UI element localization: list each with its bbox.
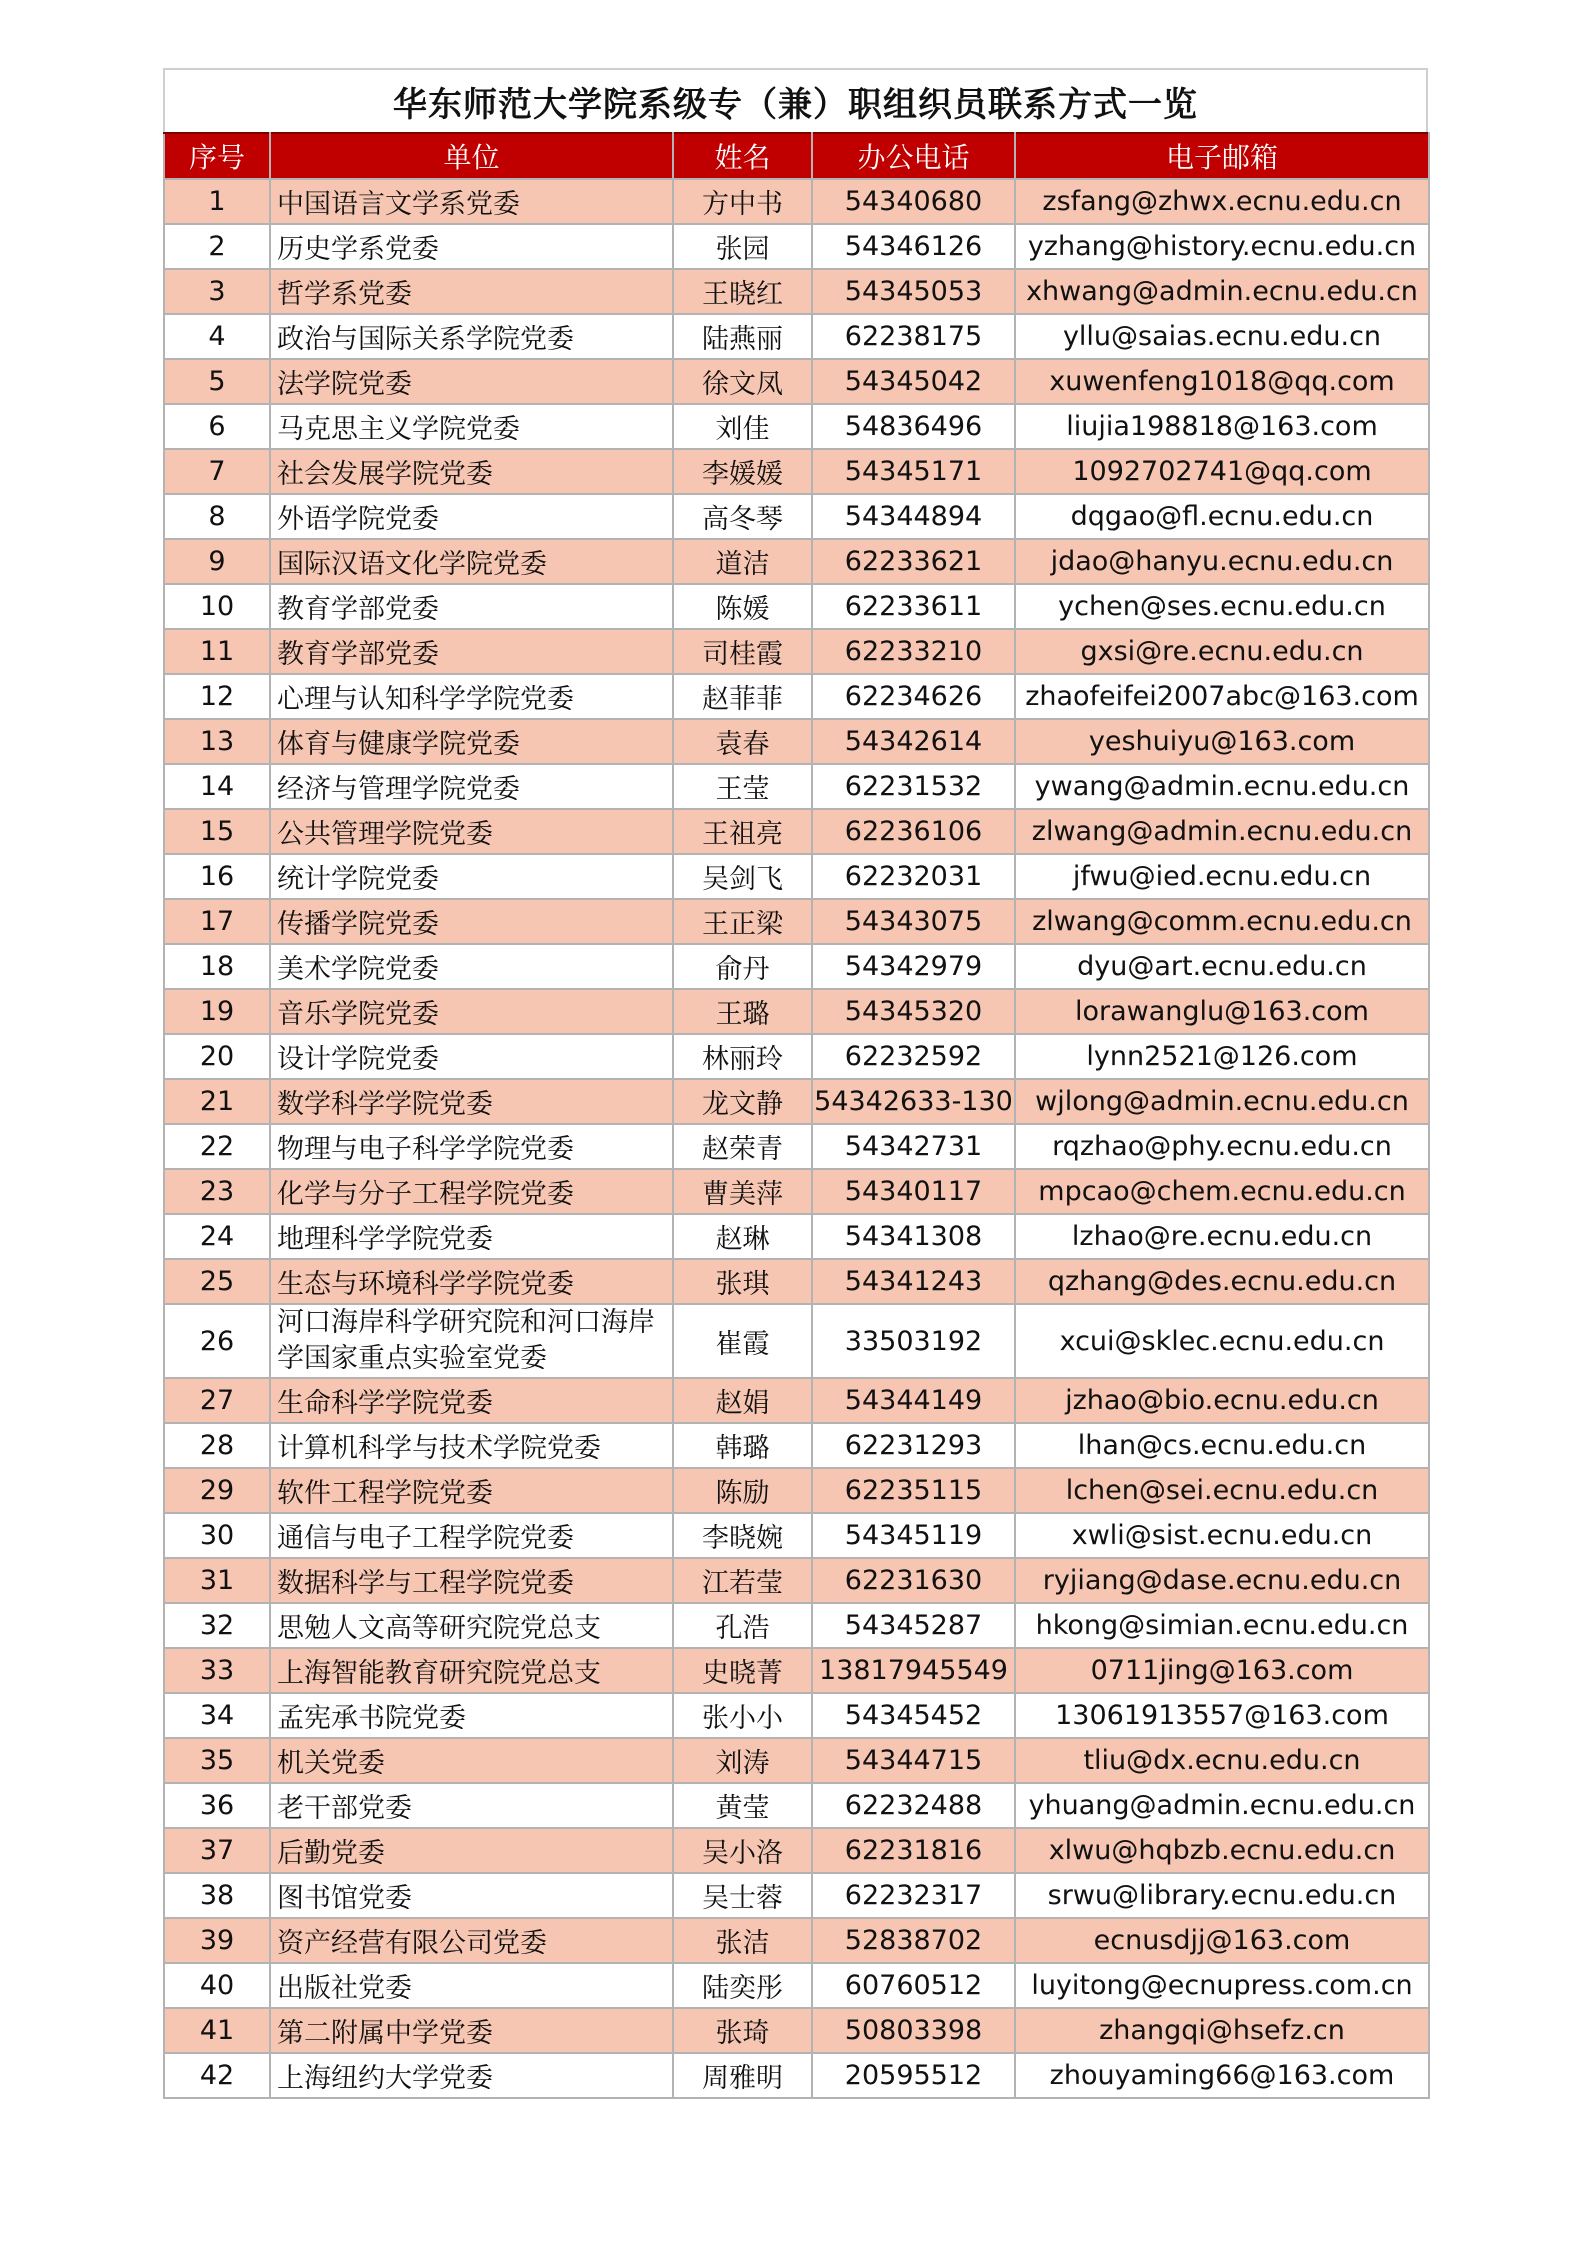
cell-name: 王正梁 [673, 899, 812, 944]
cell-email: jzhao@bio.ecnu.edu.cn [1015, 1378, 1429, 1423]
cell-phone: 62234626 [812, 674, 1015, 719]
cell-unit: 上海纽约大学党委 [270, 2053, 673, 2098]
cell-email: yeshuiyu@163.com [1015, 719, 1429, 764]
cell-unit: 孟宪承书院党委 [270, 1693, 673, 1738]
cell-unit: 资产经营有限公司党委 [270, 1918, 673, 1963]
cell-name: 陈媛 [673, 584, 812, 629]
cell-email: zsfang@zhwx.ecnu.edu.cn [1015, 179, 1429, 224]
cell-email: lorawanglu@163.com [1015, 989, 1429, 1034]
table-row [164, 1828, 1429, 1873]
cell-unit: 法学院党委 [270, 359, 673, 404]
cell-phone: 54340680 [812, 179, 1015, 224]
header-unit: 单位 [270, 133, 673, 179]
cell-index: 2 [164, 224, 270, 269]
cell-unit: 公共管理学院党委 [270, 809, 673, 854]
table-row [164, 2053, 1429, 2098]
table-row [164, 1034, 1429, 1079]
cell-unit: 生命科学学院党委 [270, 1378, 673, 1423]
cell-index: 4 [164, 314, 270, 359]
cell-index: 41 [164, 2008, 270, 2053]
cell-name: 孔浩 [673, 1603, 812, 1648]
table-row [164, 989, 1429, 1034]
cell-name: 陆奕彤 [673, 1963, 812, 2008]
cell-index: 23 [164, 1169, 270, 1214]
cell-name: 崔霞 [673, 1304, 812, 1378]
cell-unit: 国际汉语文化学院党委 [270, 539, 673, 584]
cell-phone: 54342614 [812, 719, 1015, 764]
table-row [164, 269, 1429, 314]
cell-unit: 政治与国际关系学院党委 [270, 314, 673, 359]
cell-name: 张园 [673, 224, 812, 269]
table-row [164, 809, 1429, 854]
table-row [164, 224, 1429, 269]
table-row [164, 629, 1429, 674]
table-row [164, 1693, 1429, 1738]
table-row [164, 1513, 1429, 1558]
cell-phone: 62235115 [812, 1468, 1015, 1513]
cell-index: 9 [164, 539, 270, 584]
cell-email: jdao@hanyu.ecnu.edu.cn [1015, 539, 1429, 584]
table-row [164, 539, 1429, 584]
cell-index: 26 [164, 1304, 270, 1378]
contact-sheet [163, 68, 1428, 2099]
cell-email: zlwang@admin.ecnu.edu.cn [1015, 809, 1429, 854]
cell-index: 21 [164, 1079, 270, 1124]
page-title: 华东师范大学院系级专（兼）职组织员联系方式一览 [163, 68, 1428, 132]
table-row [164, 944, 1429, 989]
header-email: 电子邮箱 [1015, 133, 1429, 179]
cell-email: zhaofeifei2007abc@163.com [1015, 674, 1429, 719]
cell-phone: 54340117 [812, 1169, 1015, 1214]
table-row [164, 1963, 1429, 2008]
table-row [164, 494, 1429, 539]
cell-email: luyitong@ecnupress.com.cn [1015, 1963, 1429, 2008]
table-row [164, 179, 1429, 224]
cell-email: 13061913557@163.com [1015, 1693, 1429, 1738]
table-row [164, 1304, 1429, 1378]
cell-name: 王莹 [673, 764, 812, 809]
cell-name: 王晓红 [673, 269, 812, 314]
cell-phone: 62238175 [812, 314, 1015, 359]
table-row [164, 1873, 1429, 1918]
cell-name: 赵娟 [673, 1378, 812, 1423]
cell-name: 刘佳 [673, 404, 812, 449]
cell-phone: 54345053 [812, 269, 1015, 314]
cell-email: yhuang@admin.ecnu.edu.cn [1015, 1783, 1429, 1828]
cell-name: 史晓菁 [673, 1648, 812, 1693]
cell-name: 张琦 [673, 2008, 812, 2053]
cell-phone: 52838702 [812, 1918, 1015, 1963]
cell-email: 1092702741@qq.com [1015, 449, 1429, 494]
cell-index: 17 [164, 899, 270, 944]
table-row [164, 1423, 1429, 1468]
cell-index: 38 [164, 1873, 270, 1918]
cell-index: 11 [164, 629, 270, 674]
cell-name: 高冬琴 [673, 494, 812, 539]
cell-unit: 体育与健康学院党委 [270, 719, 673, 764]
cell-name: 曹美萍 [673, 1169, 812, 1214]
cell-name: 吴士蓉 [673, 1873, 812, 1918]
cell-email: ywang@admin.ecnu.edu.cn [1015, 764, 1429, 809]
table-row [164, 314, 1429, 359]
table-row [164, 1603, 1429, 1648]
cell-name: 道洁 [673, 539, 812, 584]
cell-phone: 60760512 [812, 1963, 1015, 2008]
table-header [164, 133, 1429, 179]
cell-index: 39 [164, 1918, 270, 1963]
cell-email: ecnusdjj@163.com [1015, 1918, 1429, 1963]
cell-index: 5 [164, 359, 270, 404]
cell-email: xcui@sklec.ecnu.edu.cn [1015, 1304, 1429, 1378]
cell-unit: 数据科学与工程学院党委 [270, 1558, 673, 1603]
table-row [164, 449, 1429, 494]
cell-email: dqgao@fl.ecnu.edu.cn [1015, 494, 1429, 539]
table-row [164, 1918, 1429, 1963]
header-row [164, 133, 1429, 179]
cell-phone: 62233210 [812, 629, 1015, 674]
cell-unit: 设计学院党委 [270, 1034, 673, 1079]
cell-name: 李媛媛 [673, 449, 812, 494]
table-row [164, 719, 1429, 764]
cell-email: xuwenfeng1018@qq.com [1015, 359, 1429, 404]
cell-email: ryjiang@dase.ecnu.edu.cn [1015, 1558, 1429, 1603]
cell-unit: 第二附属中学党委 [270, 2008, 673, 2053]
cell-unit: 传播学院党委 [270, 899, 673, 944]
cell-email: wjlong@admin.ecnu.edu.cn [1015, 1079, 1429, 1124]
cell-index: 34 [164, 1693, 270, 1738]
cell-phone: 62231816 [812, 1828, 1015, 1873]
cell-email: xhwang@admin.ecnu.edu.cn [1015, 269, 1429, 314]
cell-unit: 美术学院党委 [270, 944, 673, 989]
cell-name: 林丽玲 [673, 1034, 812, 1079]
cell-email: tliu@dx.ecnu.edu.cn [1015, 1738, 1429, 1783]
table-row [164, 854, 1429, 899]
cell-name: 黄莹 [673, 1783, 812, 1828]
cell-name: 张洁 [673, 1918, 812, 1963]
cell-name: 赵荣青 [673, 1124, 812, 1169]
cell-phone: 62231532 [812, 764, 1015, 809]
cell-phone: 54344715 [812, 1738, 1015, 1783]
cell-index: 8 [164, 494, 270, 539]
table-row [164, 764, 1429, 809]
cell-name: 俞丹 [673, 944, 812, 989]
cell-name: 陆燕丽 [673, 314, 812, 359]
cell-unit: 软件工程学院党委 [270, 1468, 673, 1513]
cell-index: 6 [164, 404, 270, 449]
cell-email: mpcao@chem.ecnu.edu.cn [1015, 1169, 1429, 1214]
header-name: 姓名 [673, 133, 812, 179]
cell-phone: 54342731 [812, 1124, 1015, 1169]
cell-index: 18 [164, 944, 270, 989]
cell-name: 方中书 [673, 179, 812, 224]
cell-index: 7 [164, 449, 270, 494]
cell-index: 19 [164, 989, 270, 1034]
table-row [164, 1558, 1429, 1603]
cell-name: 周雅明 [673, 2053, 812, 2098]
table-row [164, 1468, 1429, 1513]
header-phone: 办公电话 [812, 133, 1015, 179]
cell-index: 14 [164, 764, 270, 809]
table-row [164, 404, 1429, 449]
cell-email: yzhang@history.ecnu.edu.cn [1015, 224, 1429, 269]
cell-unit: 化学与分子工程学院党委 [270, 1169, 673, 1214]
cell-index: 22 [164, 1124, 270, 1169]
cell-email: lchen@sei.ecnu.edu.cn [1015, 1468, 1429, 1513]
cell-phone: 54341308 [812, 1214, 1015, 1259]
cell-unit: 外语学院党委 [270, 494, 673, 539]
cell-phone: 62233611 [812, 584, 1015, 629]
cell-phone: 54345452 [812, 1693, 1015, 1738]
cell-name: 刘涛 [673, 1738, 812, 1783]
cell-index: 27 [164, 1378, 270, 1423]
cell-unit: 物理与电子科学学院党委 [270, 1124, 673, 1169]
cell-index: 13 [164, 719, 270, 764]
cell-phone: 54343075 [812, 899, 1015, 944]
cell-unit: 图书馆党委 [270, 1873, 673, 1918]
cell-name: 王璐 [673, 989, 812, 1034]
cell-name: 张琪 [673, 1259, 812, 1304]
cell-index: 28 [164, 1423, 270, 1468]
cell-phone: 54345287 [812, 1603, 1015, 1648]
cell-unit: 心理与认知科学学院党委 [270, 674, 673, 719]
cell-email: lhan@cs.ecnu.edu.cn [1015, 1423, 1429, 1468]
cell-index: 1 [164, 179, 270, 224]
header-index: 序号 [164, 133, 270, 179]
cell-unit: 教育学部党委 [270, 584, 673, 629]
cell-phone: 20595512 [812, 2053, 1015, 2098]
cell-unit: 思勉人文高等研究院党总支 [270, 1603, 673, 1648]
cell-name: 吴小洛 [673, 1828, 812, 1873]
cell-index: 32 [164, 1603, 270, 1648]
cell-email: jfwu@ied.ecnu.edu.cn [1015, 854, 1429, 899]
cell-phone: 54836496 [812, 404, 1015, 449]
cell-unit: 后勤党委 [270, 1828, 673, 1873]
cell-index: 36 [164, 1783, 270, 1828]
cell-email: liujia198818@163.com [1015, 404, 1429, 449]
cell-email: qzhang@des.ecnu.edu.cn [1015, 1259, 1429, 1304]
cell-email: zlwang@comm.ecnu.edu.cn [1015, 899, 1429, 944]
cell-index: 31 [164, 1558, 270, 1603]
cell-phone: 54345042 [812, 359, 1015, 404]
cell-unit: 经济与管理学院党委 [270, 764, 673, 809]
table-row [164, 1259, 1429, 1304]
cell-name: 李晓婉 [673, 1513, 812, 1558]
cell-index: 30 [164, 1513, 270, 1558]
cell-unit: 河口海岸科学研究院和河口海岸学国家重点实验室党委 [270, 1304, 673, 1378]
cell-email: 0711jing@163.com [1015, 1648, 1429, 1693]
table-row [164, 1378, 1429, 1423]
cell-name: 赵琳 [673, 1214, 812, 1259]
cell-email: ychen@ses.ecnu.edu.cn [1015, 584, 1429, 629]
cell-index: 15 [164, 809, 270, 854]
cell-index: 35 [164, 1738, 270, 1783]
cell-unit: 机关党委 [270, 1738, 673, 1783]
cell-index: 42 [164, 2053, 270, 2098]
cell-phone: 54344149 [812, 1378, 1015, 1423]
cell-phone: 62232488 [812, 1783, 1015, 1828]
cell-email: dyu@art.ecnu.edu.cn [1015, 944, 1429, 989]
cell-phone: 54344894 [812, 494, 1015, 539]
table-row [164, 2008, 1429, 2053]
table-row [164, 1738, 1429, 1783]
cell-email: zhangqi@hsefz.cn [1015, 2008, 1429, 2053]
cell-index: 3 [164, 269, 270, 314]
cell-name: 陈励 [673, 1468, 812, 1513]
cell-name: 徐文凤 [673, 359, 812, 404]
cell-phone: 62236106 [812, 809, 1015, 854]
cell-email: xwli@sist.ecnu.edu.cn [1015, 1513, 1429, 1558]
cell-phone: 54342979 [812, 944, 1015, 989]
cell-phone: 62231293 [812, 1423, 1015, 1468]
cell-unit: 老干部党委 [270, 1783, 673, 1828]
cell-email: srwu@library.ecnu.edu.cn [1015, 1873, 1429, 1918]
cell-unit: 历史学系党委 [270, 224, 673, 269]
contact-table [163, 132, 1430, 2099]
cell-email: rqzhao@phy.ecnu.edu.cn [1015, 1124, 1429, 1169]
cell-phone: 50803398 [812, 2008, 1015, 2053]
cell-email: zhouyaming66@163.com [1015, 2053, 1429, 2098]
cell-name: 龙文静 [673, 1079, 812, 1124]
cell-unit: 统计学院党委 [270, 854, 673, 899]
cell-unit: 出版社党委 [270, 1963, 673, 2008]
cell-index: 12 [164, 674, 270, 719]
table-row [164, 1783, 1429, 1828]
table-row [164, 899, 1429, 944]
cell-phone: 13817945549 [812, 1648, 1015, 1693]
table-row [164, 1124, 1429, 1169]
table-row [164, 1214, 1429, 1259]
cell-unit: 地理科学学院党委 [270, 1214, 673, 1259]
table-row [164, 1079, 1429, 1124]
cell-index: 25 [164, 1259, 270, 1304]
cell-unit: 音乐学院党委 [270, 989, 673, 1034]
table-row [164, 359, 1429, 404]
cell-unit: 哲学系党委 [270, 269, 673, 314]
cell-index: 10 [164, 584, 270, 629]
cell-phone: 62231630 [812, 1558, 1015, 1603]
cell-phone: 62233621 [812, 539, 1015, 584]
cell-phone: 54341243 [812, 1259, 1015, 1304]
table-row [164, 674, 1429, 719]
cell-index: 20 [164, 1034, 270, 1079]
cell-name: 王祖亮 [673, 809, 812, 854]
cell-name: 赵菲菲 [673, 674, 812, 719]
cell-unit: 教育学部党委 [270, 629, 673, 674]
cell-phone: 62232592 [812, 1034, 1015, 1079]
cell-index: 37 [164, 1828, 270, 1873]
cell-phone: 62232031 [812, 854, 1015, 899]
cell-name: 袁春 [673, 719, 812, 764]
cell-name: 吴剑飞 [673, 854, 812, 899]
table-row [164, 584, 1429, 629]
cell-unit: 社会发展学院党委 [270, 449, 673, 494]
cell-phone: 54342633-130 [812, 1079, 1015, 1124]
cell-phone: 33503192 [812, 1304, 1015, 1378]
cell-name: 韩璐 [673, 1423, 812, 1468]
cell-email: yllu@saias.ecnu.edu.cn [1015, 314, 1429, 359]
cell-phone: 54346126 [812, 224, 1015, 269]
cell-email: lzhao@re.ecnu.edu.cn [1015, 1214, 1429, 1259]
cell-email: xlwu@hqbzb.ecnu.edu.cn [1015, 1828, 1429, 1873]
cell-email: gxsi@re.ecnu.edu.cn [1015, 629, 1429, 674]
cell-index: 16 [164, 854, 270, 899]
cell-unit: 计算机科学与技术学院党委 [270, 1423, 673, 1468]
cell-unit: 马克思主义学院党委 [270, 404, 673, 449]
cell-index: 40 [164, 1963, 270, 2008]
table-row [164, 1169, 1429, 1214]
cell-index: 33 [164, 1648, 270, 1693]
cell-index: 29 [164, 1468, 270, 1513]
table-row [164, 1648, 1429, 1693]
cell-unit: 上海智能教育研究院党总支 [270, 1648, 673, 1693]
table-body [164, 179, 1429, 2098]
cell-name: 司桂霞 [673, 629, 812, 674]
cell-unit: 中国语言文学系党委 [270, 179, 673, 224]
cell-phone: 54345171 [812, 449, 1015, 494]
cell-unit: 生态与环境科学学院党委 [270, 1259, 673, 1304]
cell-email: hkong@simian.ecnu.edu.cn [1015, 1603, 1429, 1648]
cell-phone: 54345119 [812, 1513, 1015, 1558]
cell-name: 张小小 [673, 1693, 812, 1738]
cell-unit: 数学科学学院党委 [270, 1079, 673, 1124]
cell-phone: 54345320 [812, 989, 1015, 1034]
cell-unit: 通信与电子工程学院党委 [270, 1513, 673, 1558]
cell-email: lynn2521@126.com [1015, 1034, 1429, 1079]
cell-name: 江若莹 [673, 1558, 812, 1603]
cell-phone: 62232317 [812, 1873, 1015, 1918]
cell-index: 24 [164, 1214, 270, 1259]
